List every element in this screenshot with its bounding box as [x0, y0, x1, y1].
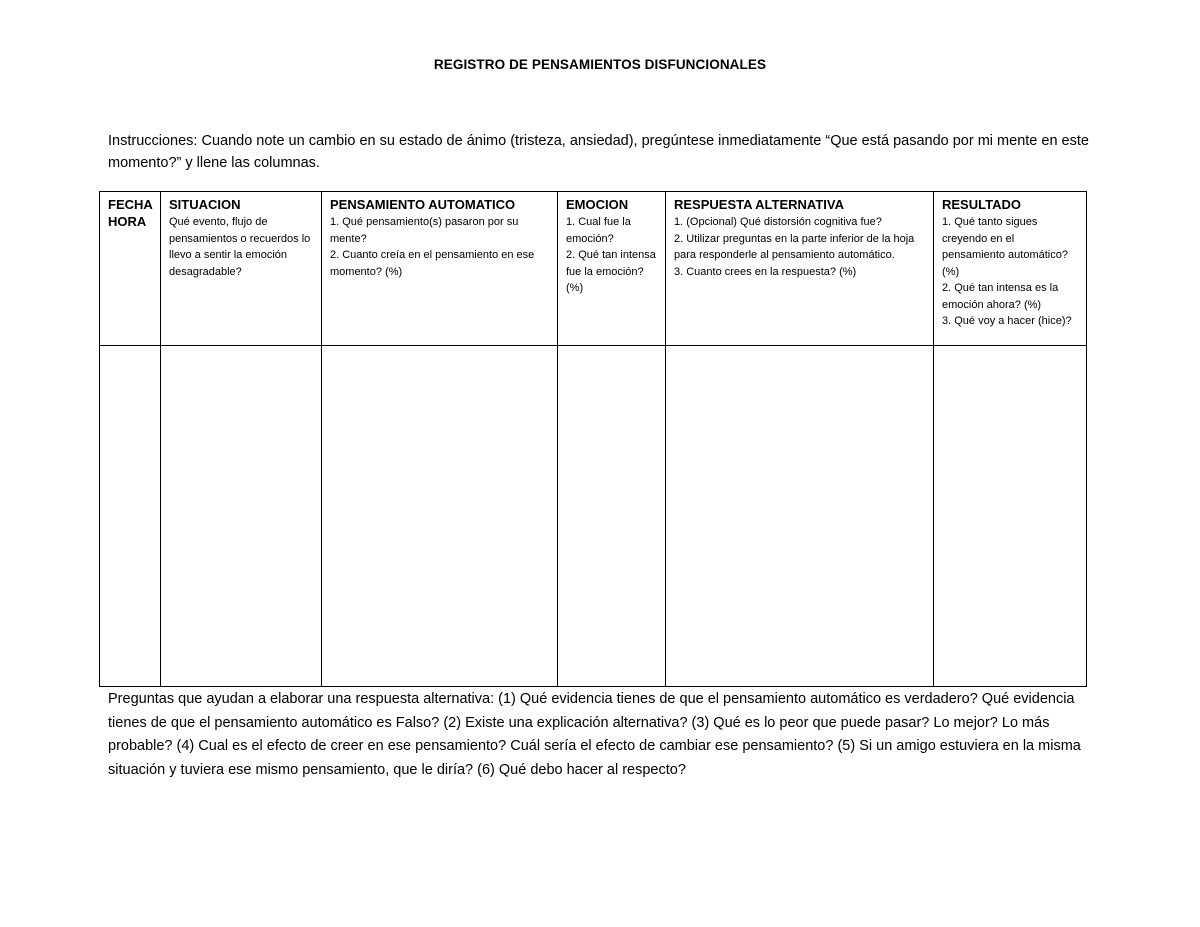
helper-questions-text: Preguntas que ayudan a elaborar una respuesta alternativa: (1) Qué evidencia tienes de que el pensamiento automático es verdadero? Qué evidencia tienes de que el pensamiento automático es Falso? (2) Existe una explicación alternativa? (3) Qué es lo peor que puede pasar? Lo mejor? Lo más probable? (4) Cual es el efecto de creer en ese pensamiento? Cuál sería el efecto de cambiar ese pensamiento? (5) Si un amigo estuviera en la misma situación y tuviera ese mismo pensamiento, que le diría? (6) Qué debo hacer al respecto? — [108, 691, 1081, 778]
column-title-respuesta-alternativa: RESPUESTA ALTERNATIVA — [674, 197, 844, 212]
column-desc-line: 1. (Opcional) Qué distorsión cognitiva fue? — [674, 216, 882, 228]
entry-cell-situacion[interactable] — [161, 346, 322, 687]
column-header-respuesta-alternativa — [666, 192, 934, 346]
column-desc-line: 2. Qué tan intensa es la emoción ahora? (%) — [942, 282, 1059, 311]
column-desc-line: 2. Qué tan intensa fue la emoción? (%) — [566, 249, 656, 294]
column-desc-line: 1. Qué tanto sigues creyendo en el pensamiento automático? (%) — [942, 216, 1068, 278]
instructions-text: Instrucciones: Cuando note un cambio en su estado de ánimo (tristeza, ansiedad), pregúntese inmediatamente “Que está pasando por mi mente en este momento?” y llene las columnas. — [108, 133, 1089, 171]
column-header-fecha-hora — [100, 192, 161, 346]
column-desc-situacion: Qué evento, flujo de pensamientos o recuerdos lo llevo a sentir la emoción desagradable? — [169, 216, 311, 278]
column-desc-line: 3. Cuanto crees en la respuesta? (%) — [674, 265, 857, 278]
column-header-emocion — [558, 192, 666, 346]
column-title-hora: HORA — [108, 214, 147, 229]
column-title-resultado: RESULTADO — [942, 197, 1021, 212]
entry-cell-fecha-hora[interactable] — [100, 346, 161, 687]
thought-record-table — [99, 191, 1087, 687]
page-title: REGISTRO DE PENSAMIENTOS DISFUNCIONALES — [433, 57, 767, 72]
column-title-pensamiento-automatico: PENSAMIENTO AUTOMATICO — [330, 197, 516, 212]
column-desc-line: 2. Cuanto creía en el pensamiento en ese momento? (%) — [330, 249, 535, 278]
entry-cell-respuesta-alternativa[interactable] — [666, 346, 934, 687]
column-title-situacion: SITUACION — [169, 197, 241, 212]
column-title-emocion: EMOCION — [566, 197, 629, 212]
entry-cell-resultado[interactable] — [934, 346, 1087, 687]
column-header-pensamiento-automatico — [322, 192, 558, 346]
column-desc-line: 1. Qué pensamiento(s) pasaron por su mente? — [330, 216, 519, 245]
table-entry-row — [100, 346, 1087, 687]
entry-cell-pensamiento-automatico[interactable] — [322, 346, 558, 687]
table-header-row — [100, 192, 1087, 346]
column-desc-line: 1. Cual fue la emoción? — [566, 216, 631, 245]
column-title-fecha: FECHA — [108, 197, 153, 212]
entry-cell-emocion[interactable] — [558, 346, 666, 687]
column-desc-line: 3. Qué voy a hacer (hice)? — [942, 315, 1072, 327]
column-desc-line: 2. Utilizar preguntas en la parte inferior de la hoja para responderle al pensamiento automático. — [674, 232, 915, 261]
column-header-situacion — [161, 192, 322, 346]
column-header-resultado — [934, 192, 1087, 346]
